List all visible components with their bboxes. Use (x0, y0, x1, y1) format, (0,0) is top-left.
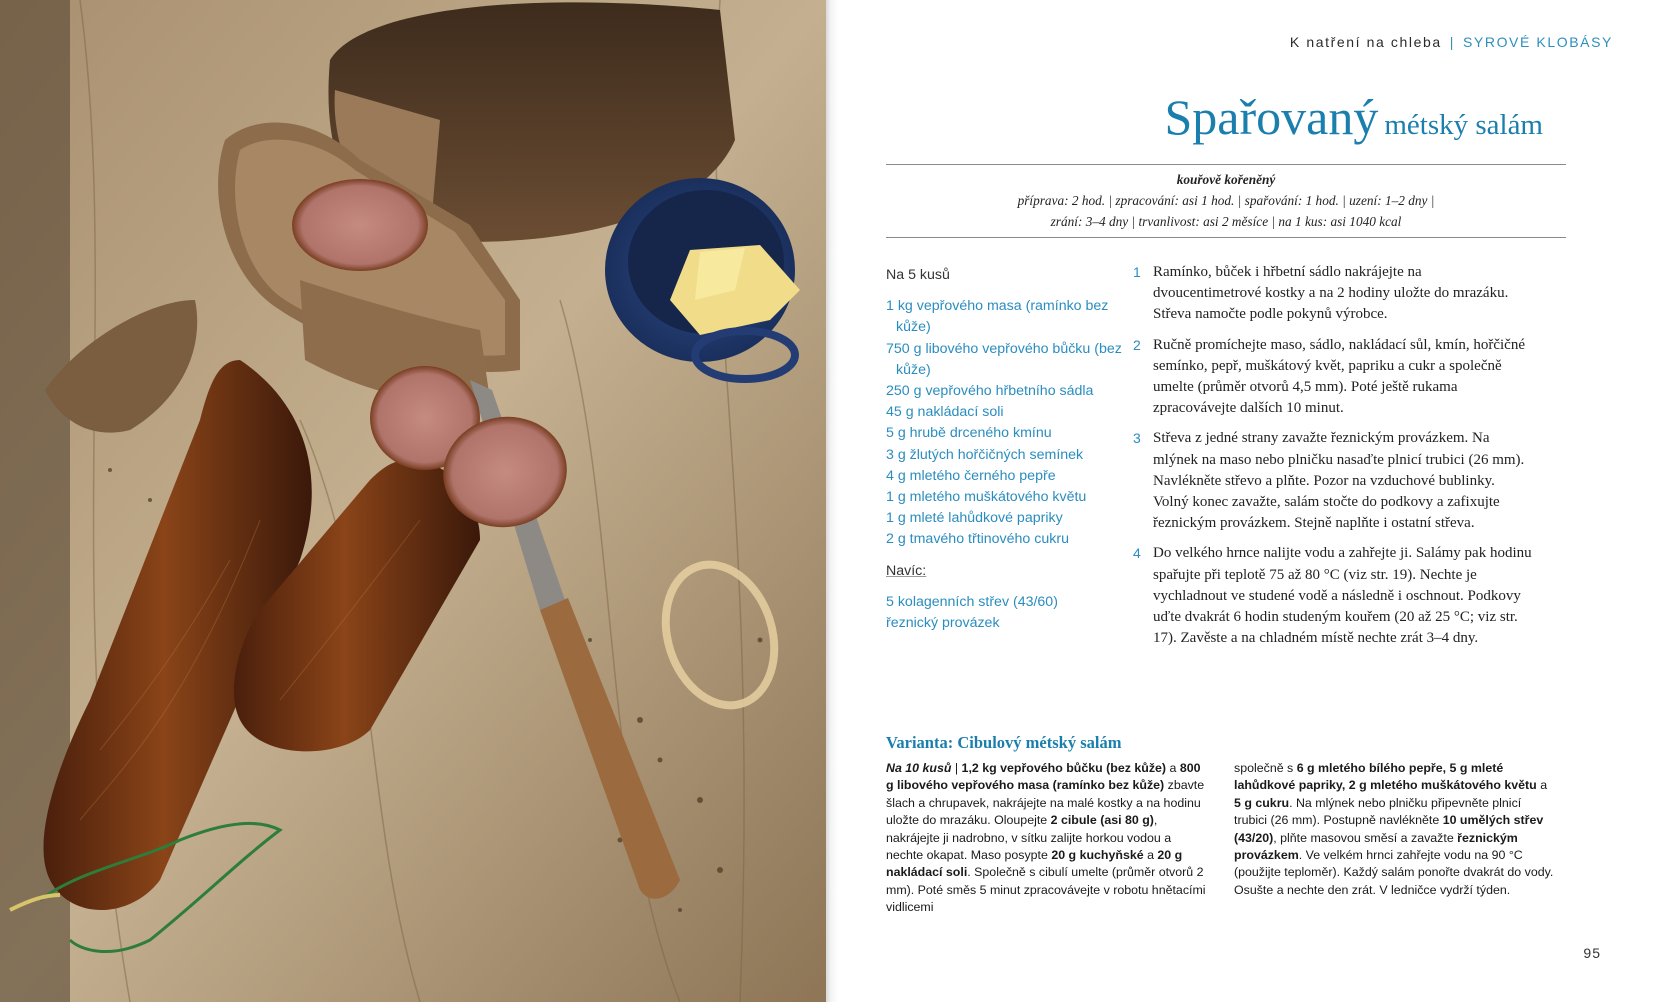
section-label: SYROVÉ KLOBÁSY (1462, 34, 1613, 50)
ingredient-item: 1 g mletého muškátového květu (886, 489, 1087, 506)
ingredient-item: 1 kg vepřového masa (ramínko bez kůže) (886, 298, 1109, 336)
extra-item: 5 kolagenních střev (43/60) (886, 593, 1058, 610)
variant-text-run: . Společně s cibulí umelte (průměr otvorů 2 mm). Poté směs 5 minut zpracovávejte v robotu hnětacími vidlicemi (886, 865, 1206, 915)
ingredient-item: 750 g libového vepřového bůčku (bez kůže) (886, 340, 1122, 378)
ingredient-item: 4 g mletého černého pepře (886, 467, 1056, 484)
ingredients-heading: Na 5 kusů (886, 267, 950, 283)
step-number: 2 (1133, 336, 1141, 353)
ingredient-item: 3 g žlutých hořčičných semínek (886, 446, 1084, 463)
step (1133, 428, 1533, 534)
variant-text-run: zbavte šlach a chrupavek, nakrájejte na malé kostky a na hodinu uložte do mrazáku. Oloupejte (886, 778, 1205, 828)
variant-text-run: 1,2 kg vepřového bůčku (bez kůže) (961, 761, 1167, 775)
running-header (1290, 34, 1613, 50)
chapter-label: K natření na chleba (1289, 34, 1442, 50)
step (1133, 335, 1533, 420)
variant-text-run: 20 g nakládací soli (886, 848, 1183, 880)
variant-text-run: 5 g cukru (1234, 795, 1290, 810)
title-main: Spařovaný (1164, 89, 1379, 145)
step-number: 4 (1133, 545, 1141, 562)
recipe-meta (886, 164, 1566, 238)
variant-text-run: . Na mlýnek nebo plničku připevněte plnicí trubici (26 mm). Postupně navlékněte (1234, 795, 1522, 828)
variant-text-run: , nakrájejte ji nadrobno, v sítku zalijte horkou vodou a nechte okapat. Maso posypte (886, 813, 1172, 863)
step-text: Ručně promíchejte maso, sádlo, nakládací sůl, kmín, hořčičné semínko, pepř, muškátový květ, papriku a cukr a společně umelte (průměr otvorů 4,5 mm). Poté ještě rukama zpracovávejte dalších 10 minut. (1153, 336, 1525, 417)
extras-heading: Navíc: (886, 562, 927, 579)
method-steps (1133, 262, 1533, 658)
ingredient-item: 2 g tmavého třtinového cukru (886, 531, 1069, 548)
recipe-title (1164, 88, 1543, 146)
food-photo (0, 0, 826, 1002)
variant-text-run: a (1536, 778, 1548, 793)
extra-item: řeznický provázek (886, 615, 1000, 632)
variant-text-run: 6 g mletého bílého pepře, 5 g mleté lahůdkové papriky, 2 g mletého muškátového květu (1234, 761, 1537, 793)
meta-tagline: kouřově kořeněný (1176, 172, 1276, 187)
photo-illustration (0, 0, 826, 1002)
header-separator: | (1449, 34, 1455, 50)
step-text: Ramínko, bůček i hřbetní sádlo nakrájejte na dvoucentimetrové kostky a na 2 hodiny uložte do mrazáku. Střeva namočte podle pokynů výrobce. (1153, 264, 1509, 323)
variant-text-run: řeznickým provázkem (1234, 830, 1518, 863)
variant-text-run: 10 umělých střev (43/20) (1234, 813, 1544, 845)
variant-text-run: a (1143, 848, 1158, 863)
ingredient-item: 1 g mleté lahůdkové papriky (886, 510, 1063, 527)
ingredients-list (886, 265, 1126, 634)
variant-text-run: a (1166, 761, 1180, 775)
meta-line-2: zrání: 3–4 dny | trvanlivost: asi 2 měsíce | na 1 kus: asi 1040 kcal (1050, 214, 1402, 229)
meta-line-1: příprava: 2 hod. | zpracování: asi 1 hod. | spařování: 1 hod. | uzení: 1–2 dny | (1017, 193, 1435, 208)
step-text: Do velkého hrnce nalijte vodu a zahřejte ji. Salámy pak hodinu spařujte při teplotě 75 až 80 °C (viz str. 19). Nechte je vychladnout ve studené vodě a následně i oschnout. Podkovy uďte dvakrát 6 hodin studeným kouřem (20 až 25 °C; viz str. 17). Zavěste a na chladném místě nechte zrát 3–4 dny. (1153, 545, 1532, 647)
page-number: 95 (1583, 945, 1601, 961)
ingredient-item: 250 g vepřového hřbetního sádla (886, 383, 1094, 400)
ingredient-item: 5 g hrubě drceného kmínu (886, 425, 1052, 442)
variant-text-run: společně s (1234, 761, 1297, 775)
variant-text-run: 20 g kuchyňské (1051, 848, 1144, 863)
title-sub: métský salám (1384, 109, 1543, 141)
variant-text-column-2 (1234, 760, 1554, 899)
step (1133, 262, 1533, 326)
step-number: 1 (1133, 264, 1141, 280)
variant-text-run: 800 g libového vepřového masa (ramínko bez kůže) (886, 761, 1201, 793)
variant-text-run: | (951, 761, 962, 775)
variant-text-run: Na 10 kusů (886, 761, 952, 775)
ingredient-item: 45 g nakládací soli (886, 404, 1004, 421)
variant-text-run: , plňte masovou směsí a zavažte (1273, 830, 1458, 845)
variant-text-run: . Ve velkém hrnci zahřejte vodu na 90 °C (použijte teploměr). Každý salám ponořte dvakrát do vody. Osušte a nechte den zrát. V ledničce vydrží týden. (1234, 848, 1554, 897)
variant-text-column-1 (886, 760, 1206, 917)
step (1133, 543, 1533, 649)
variant-text-run: 2 cibule (asi 80 g) (1050, 813, 1154, 828)
step-number: 3 (1133, 430, 1141, 447)
book-gutter (826, 0, 838, 1002)
recipe-page (838, 0, 1653, 1002)
variant-title: Varianta: Cibulový métský salám (886, 733, 1122, 752)
step-text: Střeva z jedné strany zavažte řeznickým provázkem. Na mlýnek na maso nebo plničku nasaďte plnicí trubici (26 mm). Navlékněte střevo a plňte. Pozor na vzduchové bublinky. Volný konec zavažte, salám stočte do podkovy a zafixujte řeznickým provázkem. Stejně naplňte i ostatní střeva. (1153, 430, 1525, 532)
